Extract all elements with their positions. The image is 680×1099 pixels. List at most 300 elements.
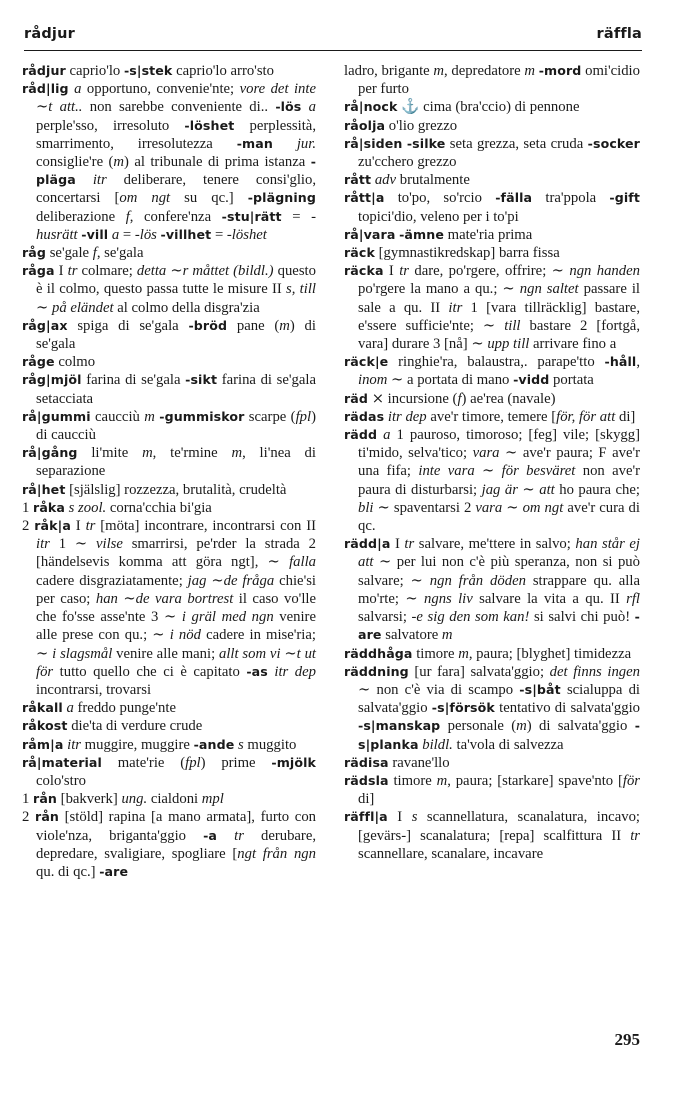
entry-text: salvare la vita a qu. II — [472, 590, 627, 607]
headword: rån — [35, 809, 59, 825]
dictionary-entry — [22, 408, 316, 444]
entry-text: 1 — [22, 791, 34, 808]
headword: rån — [33, 791, 57, 807]
italic-gloss: m — [458, 645, 469, 662]
entry-text: derubare, depredare, svaligiare, spogliare [ — [36, 827, 317, 862]
entry-text: ) prime — [200, 754, 272, 771]
entry-text: non sarebbe conveniente di.. — [82, 99, 276, 116]
headword: -man — [236, 135, 273, 151]
italic-gloss: ngns liv — [424, 590, 473, 607]
entry-text: , li'nea di separazione — [36, 445, 316, 480]
italic-gloss: tr — [630, 827, 640, 844]
headword: råolja — [344, 117, 386, 133]
dictionary-entry — [344, 808, 640, 863]
italic-gloss: a — [66, 700, 74, 717]
entry-text: ) al tribunale di prima istanza — [124, 154, 311, 171]
italic-gloss: vara — [472, 445, 500, 462]
headword: -sikt — [185, 372, 218, 388]
dictionary-entry — [344, 117, 640, 135]
entry-text: ∼ ave'r paura; F ave'r una fifa; — [358, 445, 640, 480]
entry-text: I — [70, 518, 86, 535]
entry-text: salvatore — [381, 627, 442, 644]
headword: rå|material — [22, 754, 102, 770]
entry-text: ladro, brigante — [344, 63, 434, 79]
headword: -mjölk — [271, 754, 316, 770]
entry-text: cadere in mise'ria; ∼ — [36, 627, 316, 662]
dictionary-entry — [22, 499, 316, 517]
italic-gloss: s, till ∼ på eländet — [36, 281, 317, 316]
entry-text: spiga di se'gala — [67, 317, 189, 334]
entry-text — [301, 99, 308, 115]
italic-gloss: m — [142, 445, 153, 462]
entry-text: [bakverk] — [57, 791, 122, 808]
headword: -lös — [275, 99, 302, 115]
entry-text: su qc.] — [170, 190, 248, 207]
italic-gloss: m — [436, 772, 448, 789]
dictionary-entry — [344, 189, 640, 225]
italic-gloss: itr dep — [387, 408, 427, 425]
dictionary-entry — [344, 535, 640, 644]
dictionary-entry — [344, 408, 640, 426]
entry-text: scarpe ( — [244, 408, 296, 425]
entry-text: perplessità, smarrimento, irresolutezza — [36, 117, 316, 152]
headword: räck — [344, 245, 375, 261]
entry-text: caucciù — [90, 408, 145, 425]
dictionary-entry — [344, 426, 640, 535]
headword: -are — [358, 609, 640, 643]
headword: -s|stek — [123, 63, 173, 78]
italic-gloss: itr dep — [274, 663, 316, 680]
italic-gloss: fpl — [185, 754, 201, 771]
entry-text: seta grezza, seta cruda — [445, 135, 588, 152]
italic-gloss: i slagsmål — [52, 645, 113, 662]
entry-text: scannellare, scanalare, incavare — [358, 845, 544, 862]
entry-text: ) di salvata'ggio — [526, 718, 635, 735]
entry-text: chie'si per caso; — [36, 572, 317, 607]
headword: råd|lig — [22, 81, 69, 97]
entry-text: ∼ a portata di mano — [387, 372, 514, 389]
headword: -bröd — [188, 317, 228, 333]
headword: räd — [344, 390, 369, 406]
dictionary-entry — [22, 244, 316, 262]
entry-text: 2 — [22, 809, 36, 826]
entry-text: mate'ria prima — [443, 226, 533, 243]
entry-text: personale ( — [440, 718, 517, 735]
headword: räcka — [344, 263, 384, 279]
dictionary-entry — [344, 754, 640, 772]
dictionary-entry — [22, 481, 316, 499]
entry-text: venire alle mani; — [112, 645, 219, 662]
italic-gloss: vara ∼ om ngt — [475, 499, 564, 516]
italic-gloss: han står ej att — [358, 536, 640, 571]
headword: -vidd — [513, 372, 550, 388]
italic-gloss: a — [308, 99, 316, 116]
dictionary-entry — [344, 390, 640, 408]
entry-text: zu'cchero grezzo — [358, 154, 457, 171]
entry-text: I — [390, 536, 405, 553]
headword: rå|vara — [344, 226, 396, 242]
entry-text: 1 — [22, 499, 34, 516]
headword: -are — [99, 863, 129, 879]
running-head-right: räffla — [596, 26, 642, 42]
italic-gloss: vilse — [95, 536, 123, 553]
entry-text: li'mite — [77, 445, 143, 462]
entry-text: ta'vola di salvezza — [452, 736, 564, 753]
headword: -silke — [406, 135, 446, 151]
dictionary-entry — [22, 517, 316, 699]
italic-gloss: han ∼de vara bortrest — [95, 590, 234, 607]
entry-text: to'po, so'rcio — [384, 190, 496, 207]
italic-gloss: för, för att — [556, 408, 616, 425]
dictionary-entry — [22, 444, 316, 480]
headword: -s|manskap — [358, 718, 441, 734]
entry-text: scannellatura, scanalatura, incavo; [gevärs-] scanalatura; [repa] scalfittura II — [358, 809, 640, 844]
entry-text: , te'rmine — [152, 445, 232, 462]
entry-text: ave'r timore, temere [ — [426, 408, 557, 425]
headword: råka — [33, 499, 65, 515]
entry-text: o'lio grezzo — [385, 117, 458, 134]
dictionary-entry — [344, 62, 640, 98]
entry-text: [gymnastikredskap] barra fissa — [374, 245, 560, 262]
entry-text: I — [387, 809, 412, 826]
italic-gloss: allt som vi ∼t ut för — [36, 645, 317, 680]
headword: -villhet — [160, 226, 212, 242]
entry-text: farina di se'gala — [81, 372, 186, 389]
headword: -plägning — [247, 190, 316, 206]
page-number: 295 — [614, 1030, 640, 1049]
headword: rått|a — [344, 190, 385, 206]
entry-text: salvarsi; — [358, 609, 412, 626]
entry-text: colmo — [54, 354, 96, 371]
entry-text: il caso vo'lle che fo'sse asse'nte 3 ∼ — [36, 590, 316, 626]
italic-gloss: vore det inte ∼t att.. — [36, 81, 316, 116]
headword: råkost — [22, 718, 68, 734]
headword: -stu|rätt — [221, 208, 282, 224]
italic-gloss: ngn saltet — [519, 281, 579, 298]
headword: -löshet — [184, 117, 235, 133]
entry-text: non ave'r paura di disturbarsi; — [358, 463, 641, 498]
headword: -s|planka — [358, 718, 641, 752]
dictionary-entry — [344, 353, 640, 389]
entry-text — [217, 828, 234, 844]
italic-gloss: a — [74, 81, 82, 98]
entry-text: [själslig] rozzezza, brutalità, crudeltà — [65, 481, 287, 498]
entry-text: die'ta di verdure crude — [67, 718, 203, 735]
italic-gloss: ngn från döden — [429, 572, 526, 589]
entry-text: tentativo di salvata'ggio — [494, 700, 640, 717]
headword: -socker — [587, 135, 640, 151]
italic-gloss: -e sig den som kan! — [411, 609, 530, 626]
italic-gloss: s — [238, 736, 244, 753]
dictionary-entry — [22, 808, 316, 881]
italic-gloss: f — [92, 245, 97, 262]
italic-gloss: detta ∼r måttet (bildl.) — [136, 263, 274, 280]
italic-gloss: i gräl med ngn — [181, 609, 274, 626]
entry-text: cialdoni — [147, 791, 202, 808]
headword: rädd|a — [344, 536, 391, 552]
entry-text — [76, 172, 93, 188]
entry-text: omi'cidio per furto — [358, 63, 640, 98]
italic-gloss: inte vara ∼ för besväret — [418, 463, 576, 480]
entry-text: po'rgere la mano a qu.; ∼ — [358, 281, 520, 298]
entry-text: 1 pauroso, timoroso; [feg] vile; [skygg] ti'mido, selva'tico; — [358, 427, 640, 462]
italic-gloss: i nöd — [169, 627, 201, 644]
headword: råg|mjöl — [22, 372, 82, 388]
headword: råge — [22, 354, 55, 370]
entry-text: qu. di qc.] — [36, 863, 100, 880]
entry-text: bastare 2 [fortgå, vara] durare 3 [nå] ∼ — [358, 317, 640, 353]
entry-text: ) ae'rea (navale) — [461, 390, 556, 407]
header-rule — [24, 50, 642, 51]
italic-gloss: upp till — [487, 336, 530, 353]
entry-text: smarrirsi, pe'rder la strada 2 [händelsevis komma att göra ngt], ∼ — [36, 536, 316, 571]
entry-text: opportuno, convenie'nte; — [81, 81, 240, 98]
headword: -mord — [538, 63, 582, 78]
headword: räffl|a — [344, 809, 388, 825]
dictionary-entry — [344, 244, 640, 262]
entry-text: [möta] incontrare, incontrarsi con II — [95, 518, 316, 535]
entry-text: portata — [549, 372, 594, 389]
headword: råm|a — [22, 736, 64, 752]
italic-gloss: itr — [92, 172, 107, 189]
entry-text: ) di se'gala — [36, 317, 316, 353]
italic-gloss: -husrätt — [36, 208, 316, 243]
italic-gloss: m — [279, 317, 290, 334]
entry-text: deliberare, tenere consi'glio, concertarsi [ — [36, 172, 317, 207]
headword: rådjur — [22, 63, 66, 78]
entry-text: ) di caucciù — [36, 408, 316, 444]
entry-text: ho paura che; — [554, 481, 640, 498]
dictionary-entry — [22, 317, 316, 353]
entry-text — [273, 136, 297, 152]
dictionary-entry — [22, 736, 316, 754]
headword: räck|e — [344, 354, 389, 370]
entry-text: ∼ non c'è via di scampo — [358, 681, 520, 698]
italic-gloss: bildl. — [422, 736, 453, 753]
entry-text: pane ( — [227, 317, 280, 334]
italic-gloss: fpl — [295, 408, 312, 425]
headword: rå|siden — [344, 135, 403, 151]
italic-gloss: för — [622, 772, 640, 789]
entry-text: ave'r cura di qc. — [358, 499, 640, 535]
entry-text: , paura; [blyghet] timidezza — [468, 645, 632, 662]
headword: -as — [246, 663, 268, 679]
headword: rädisa — [344, 754, 389, 770]
entry-text: , depredatore — [443, 63, 525, 79]
italic-gloss: tr — [67, 263, 78, 280]
entry-text: [stöld] rapina [a mano armata], furto con viole'nza, briganta'ggio — [36, 809, 317, 844]
italic-gloss: jur. — [296, 135, 316, 152]
entry-text: scialuppa di salvata'ggio — [358, 681, 640, 717]
entry-text: se'gale — [46, 245, 93, 262]
entry-text: topici'dio, veleno per i to'pi — [358, 208, 519, 225]
entry-text: caprio'lo arro'sto — [172, 63, 274, 79]
headword: råg — [22, 245, 47, 261]
right-column — [344, 62, 640, 863]
headword: -håll — [604, 354, 637, 370]
headword: -pläga — [36, 154, 317, 188]
italic-gloss: itr — [448, 299, 463, 316]
entry-text: salvare, me'ttere in salvo; — [414, 536, 576, 553]
entry-text: = — [211, 226, 227, 243]
entry-text: freddo punge'nte — [73, 700, 177, 717]
entry-text: I — [383, 263, 400, 280]
entry-text: colo'stro — [36, 772, 86, 789]
dictionary-entry — [22, 371, 316, 407]
entry-text: incontrarsi, trovarsi — [36, 681, 152, 698]
headword: råga — [22, 263, 55, 279]
entry-text: timore — [388, 772, 437, 789]
entry-text: ringhie'ra, balaustra,. parape'tto — [388, 354, 605, 371]
italic-gloss: inom — [358, 372, 388, 389]
entry-text: perple'sso, irresoluto — [36, 117, 185, 134]
headword: -ande — [193, 736, 235, 752]
dictionary-entry — [22, 790, 316, 808]
dictionary-entry — [344, 98, 640, 116]
headword: rädd — [344, 427, 378, 443]
entry-text: caprio'lo — [65, 63, 124, 79]
entry-text: , confere'nza — [129, 208, 222, 225]
dictionary-entry — [22, 353, 316, 371]
italic-gloss: det finns ingen — [549, 663, 640, 680]
italic-gloss: m — [113, 154, 125, 171]
entry-text: consiglie're ( — [36, 154, 114, 171]
entry-text: deliberazione — [36, 208, 126, 225]
headword: rädsla — [344, 772, 389, 788]
italic-gloss: m — [524, 63, 535, 79]
dictionary-entry — [344, 226, 640, 244]
dictionary-entry — [22, 80, 316, 244]
headword: rå|nock — [344, 99, 398, 115]
dictionary-entry — [344, 663, 640, 754]
dictionary-entry — [344, 135, 640, 171]
italic-gloss: tr — [234, 827, 244, 844]
entry-text: tra'ppola — [532, 190, 610, 207]
headword: räddning — [344, 663, 409, 679]
entry-text: = — [281, 208, 312, 225]
entry-text: = — [119, 226, 135, 243]
entry-text: I — [54, 263, 68, 280]
italic-gloss: jag ∼de fråga — [187, 572, 275, 589]
entry-text: venire alle prese con qu.; ∼ — [36, 609, 316, 644]
italic-gloss: mpl — [201, 791, 224, 808]
italic-gloss: rfl — [626, 590, 640, 607]
entry-text: , se'gala — [96, 245, 144, 262]
dictionary-entry — [22, 62, 316, 80]
entry-text: questo è il colmo, questo passa tutte le misure II — [36, 263, 316, 298]
dictionary-entry — [22, 717, 316, 735]
left-column — [22, 62, 316, 881]
headword: råk|a — [34, 518, 71, 534]
headword: -vill — [81, 226, 109, 242]
entry-text: [ur fara] salvata'ggio; — [408, 663, 550, 680]
headword: -ämne — [399, 226, 444, 242]
dictionary-entry — [344, 772, 640, 808]
italic-gloss: om ngt — [119, 190, 171, 207]
headword: räddhåga — [344, 645, 413, 661]
headword: rått — [344, 172, 372, 188]
italic-gloss: adv — [374, 172, 397, 189]
dictionary-entry — [22, 699, 316, 717]
italic-gloss: ngt från ngn — [237, 845, 316, 862]
headword: -s|försök — [431, 700, 495, 716]
italic-gloss: itr — [67, 736, 81, 753]
entry-text: 1 ∼ — [49, 536, 96, 553]
italic-gloss: m — [231, 445, 243, 462]
italic-gloss: tr — [399, 263, 409, 280]
entry-text: di] — [615, 408, 636, 425]
italic-gloss: a — [111, 226, 120, 243]
headword: rädas — [344, 408, 385, 424]
italic-gloss: jag är ∼ att — [481, 481, 555, 498]
italic-gloss: -lös — [134, 226, 157, 243]
entry-text: si salvi chi può! — [529, 609, 635, 626]
entry-text: timore — [412, 645, 459, 662]
italic-gloss: f — [125, 208, 130, 225]
dictionary-entry — [344, 262, 640, 353]
entry-text: muggire, muggire — [81, 736, 194, 753]
italic-gloss: a — [383, 427, 391, 444]
entry-text: 1 [vara tillräcklig] bastare, e'ssere sufficie'nte; ∼ — [358, 299, 640, 334]
italic-gloss: ung. — [121, 791, 148, 808]
entry-text: di] — [358, 791, 375, 808]
italic-gloss: m — [516, 718, 527, 735]
italic-gloss: f — [457, 390, 462, 407]
entry-text: colmare; — [77, 263, 137, 280]
italic-gloss: -löshet — [226, 226, 267, 243]
headword: rå|gång — [22, 445, 78, 461]
italic-gloss: s — [411, 809, 418, 826]
entry-text: cadere disgraziatamente; — [36, 572, 188, 589]
headword: -a — [203, 827, 218, 843]
entry-text: corna'cchia bi'gia — [106, 499, 212, 516]
entry-text: dare, po'rgere, offrire; ∼ — [409, 263, 570, 280]
italic-gloss: tr — [85, 518, 96, 535]
entry-text: farina di se'gala setacciata — [36, 372, 316, 407]
italic-gloss: m — [441, 627, 453, 644]
entry-text: mate'rie ( — [101, 754, 186, 771]
italic-gloss: m — [144, 408, 155, 425]
entry-text: , — [636, 354, 640, 371]
italic-gloss: tr — [404, 536, 415, 553]
headword: -s|båt — [519, 681, 561, 697]
entry-text: strappare qu. alla mo'rte; ∼ — [358, 572, 640, 607]
entry-text: muggito — [243, 736, 297, 753]
italic-gloss: till — [504, 317, 521, 334]
entry-text: al colmo della disgra'zia — [113, 299, 260, 316]
headword: -fälla — [495, 190, 533, 206]
entry-text: tutto quello che ci è capitato — [53, 663, 247, 680]
headword: rå|gummi — [22, 408, 91, 424]
entry-text: brutalmente — [396, 172, 470, 189]
italic-gloss: bli — [358, 499, 374, 516]
entry-text: ∼ spaventarsi 2 — [373, 499, 476, 516]
entry-text: 2 — [22, 518, 35, 535]
dictionary-entry — [344, 171, 640, 189]
italic-gloss: s zool. — [68, 499, 107, 516]
entry-text: ⚓ cima (bra'ccio) di pennone — [397, 99, 580, 116]
entry-text: ⨯ incursione ( — [368, 390, 458, 407]
dictionary-entry — [22, 754, 316, 790]
entry-text: , paura; [starkare] spave'nto [ — [447, 772, 623, 789]
italic-gloss: ngn handen — [569, 263, 640, 280]
headword: råg|ax — [22, 317, 68, 333]
headword: rå|het — [22, 481, 66, 497]
headword: -gift — [609, 190, 640, 206]
running-head-left: rådjur — [24, 26, 75, 42]
entry-text: ravane'llo — [388, 754, 450, 771]
entry-text: passare il sale a qu. II — [358, 281, 640, 316]
